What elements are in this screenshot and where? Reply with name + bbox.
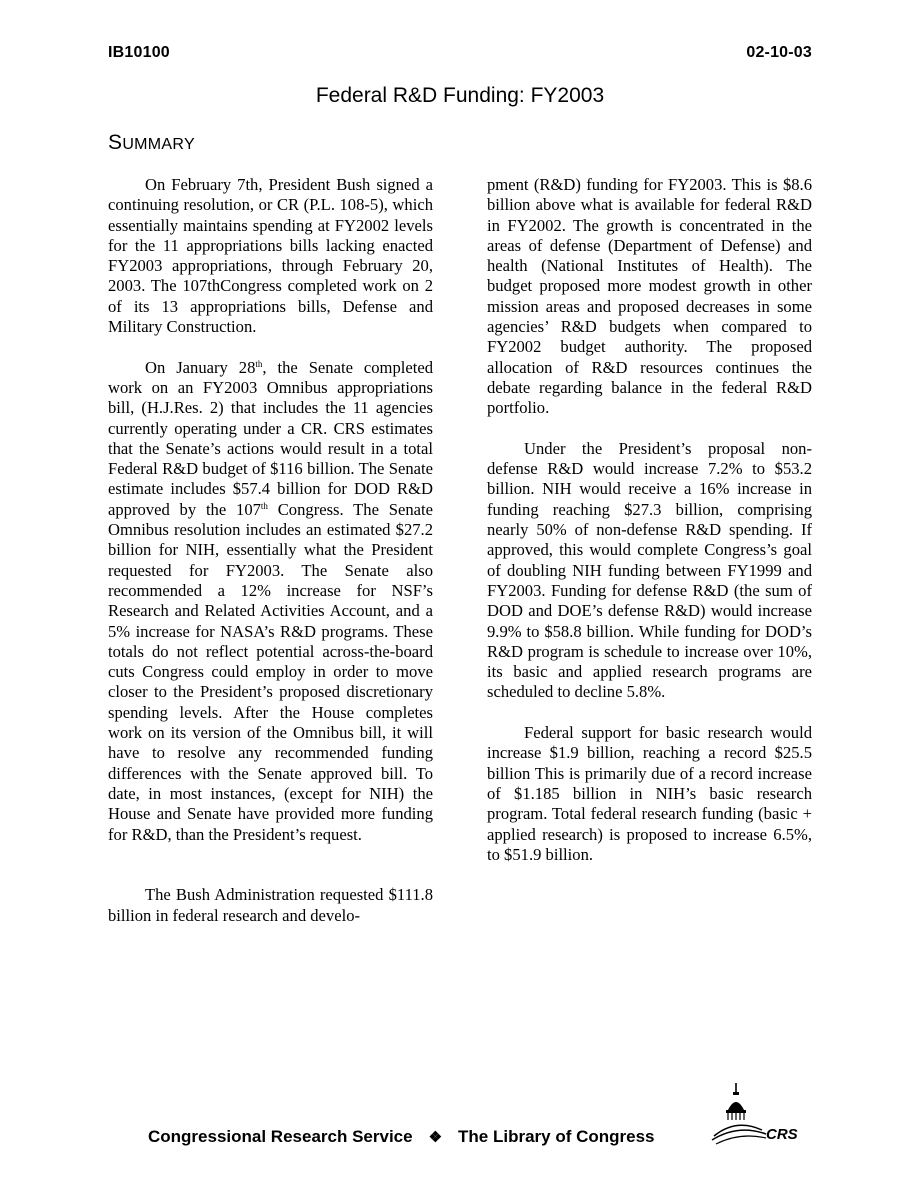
paragraph-rd-funding: pment (R&D) funding for FY2003. This is $8.6 billion above what is available for federal R&D in FY2002. The growth is concentrated in the areas of defense (Department of Defense) and health (National Institutes of Health). The budget proposed more modest growth in other mission areas and proposed decreases in some agencies’ R&D budgets when compared to FY2002 budget authority. The proposed allocation of R&D resources continues the debate regarding balance in the federal R&D portfolio.: [487, 175, 812, 418]
footer-crs: Congressional Research Service: [148, 1127, 413, 1146]
text-span: On January 28: [145, 357, 256, 377]
footer: [148, 1127, 655, 1147]
diamond-separator-icon: ❖: [428, 1129, 443, 1146]
paragraph-senate-omnibus: [108, 358, 433, 845]
report-date: 02-10-03: [746, 44, 812, 61]
paragraph-bush-request: The Bush Administration requested $111.8 billion in federal research and develo-: [108, 885, 433, 925]
page-title: Federal R&D Funding: FY2003: [315, 84, 605, 107]
superscript: th: [255, 358, 263, 369]
superscript: th: [260, 500, 268, 511]
footer-library: The Library of Congress: [458, 1127, 655, 1146]
section-heading: [108, 131, 195, 155]
text-span: , the Senate completed work on an FY2003 Omnibus appropriations bill, (H.J.Res. 2) that includes the 11 agencies currently operating under a CR. CRS estimates that the Senate’s actions would result in a total Federal R&D budget of $116 billion. The Senate estimate includes $57.4 billion for DOD R&D approved by the 107: [108, 357, 433, 519]
paragraph-nondefense-rd: Under the President’s proposal non-defense R&D would increase 7.2% to $53.2 billion. NIH would receive a 16% increase in funding reaching $27.3 billion, comprising nearly 50% of non-defense R&D spending. If approved, this would complete Congress’s goal of doubling NIH funding between FY1999 and FY2003. Funding for defense R&D (the sum of DOD and DOE’s defense R&D) would increase 9.9% to $58.8 billion. While funding for DOD’s R&D program is schedule to increase over 10%, its basic and applied research programs are scheduled to decline 5.8%.: [487, 438, 812, 702]
crs-logo-text: CRS: [766, 1126, 798, 1143]
paragraph-continuing-resolution: On February 7th, President Bush signed a continuing resolution, or CR (P.L. 108-5), which essentially maintains spending at FY2002 levels for the 11 appropriations bills lacking enacted FY2003 appropriations, through February 20, 2003. The 107thCongress completed work on 2 of its 13 appropriations bills, Defense and Military Construction.: [108, 175, 433, 337]
section-heading-rest: UMMARY: [122, 136, 195, 153]
report-id: IB10100: [108, 44, 170, 61]
text-span: Congress. The Senate Omnibus resolution includes an estimated $27.2 billion for NIH, essentially what the President requested for FY2003. The Senate also recommended a 12% increase for NSF’s Research and Related Activities Account, and a 5% increase for NASA’s R&D programs. These totals do not reflect potential across-the-board cuts Congress could employ in order to move closer to the President’s proposed discretionary spending levels. After the House completes work on its version of the Omnibus bill, it will have to resolve any recommended funding differences with the Senate approved bill. To date, in most instances, (except for NIH) the House and Senate have provided more funding for R&D, than the President’s request.: [108, 499, 433, 844]
left-column: [108, 175, 433, 946]
section-heading-initial: S: [108, 131, 123, 154]
paragraph-basic-research: Federal support for basic research would increase $1.9 billion, reaching a record $25.5 billion This is primarily due of a record increase of $1.185 billion in NIH’s basic research program. Total federal research funding (basic + applied research) is proposed to increase 6.5%, to $51.9 billion.: [487, 723, 812, 864]
right-column: [487, 175, 812, 885]
